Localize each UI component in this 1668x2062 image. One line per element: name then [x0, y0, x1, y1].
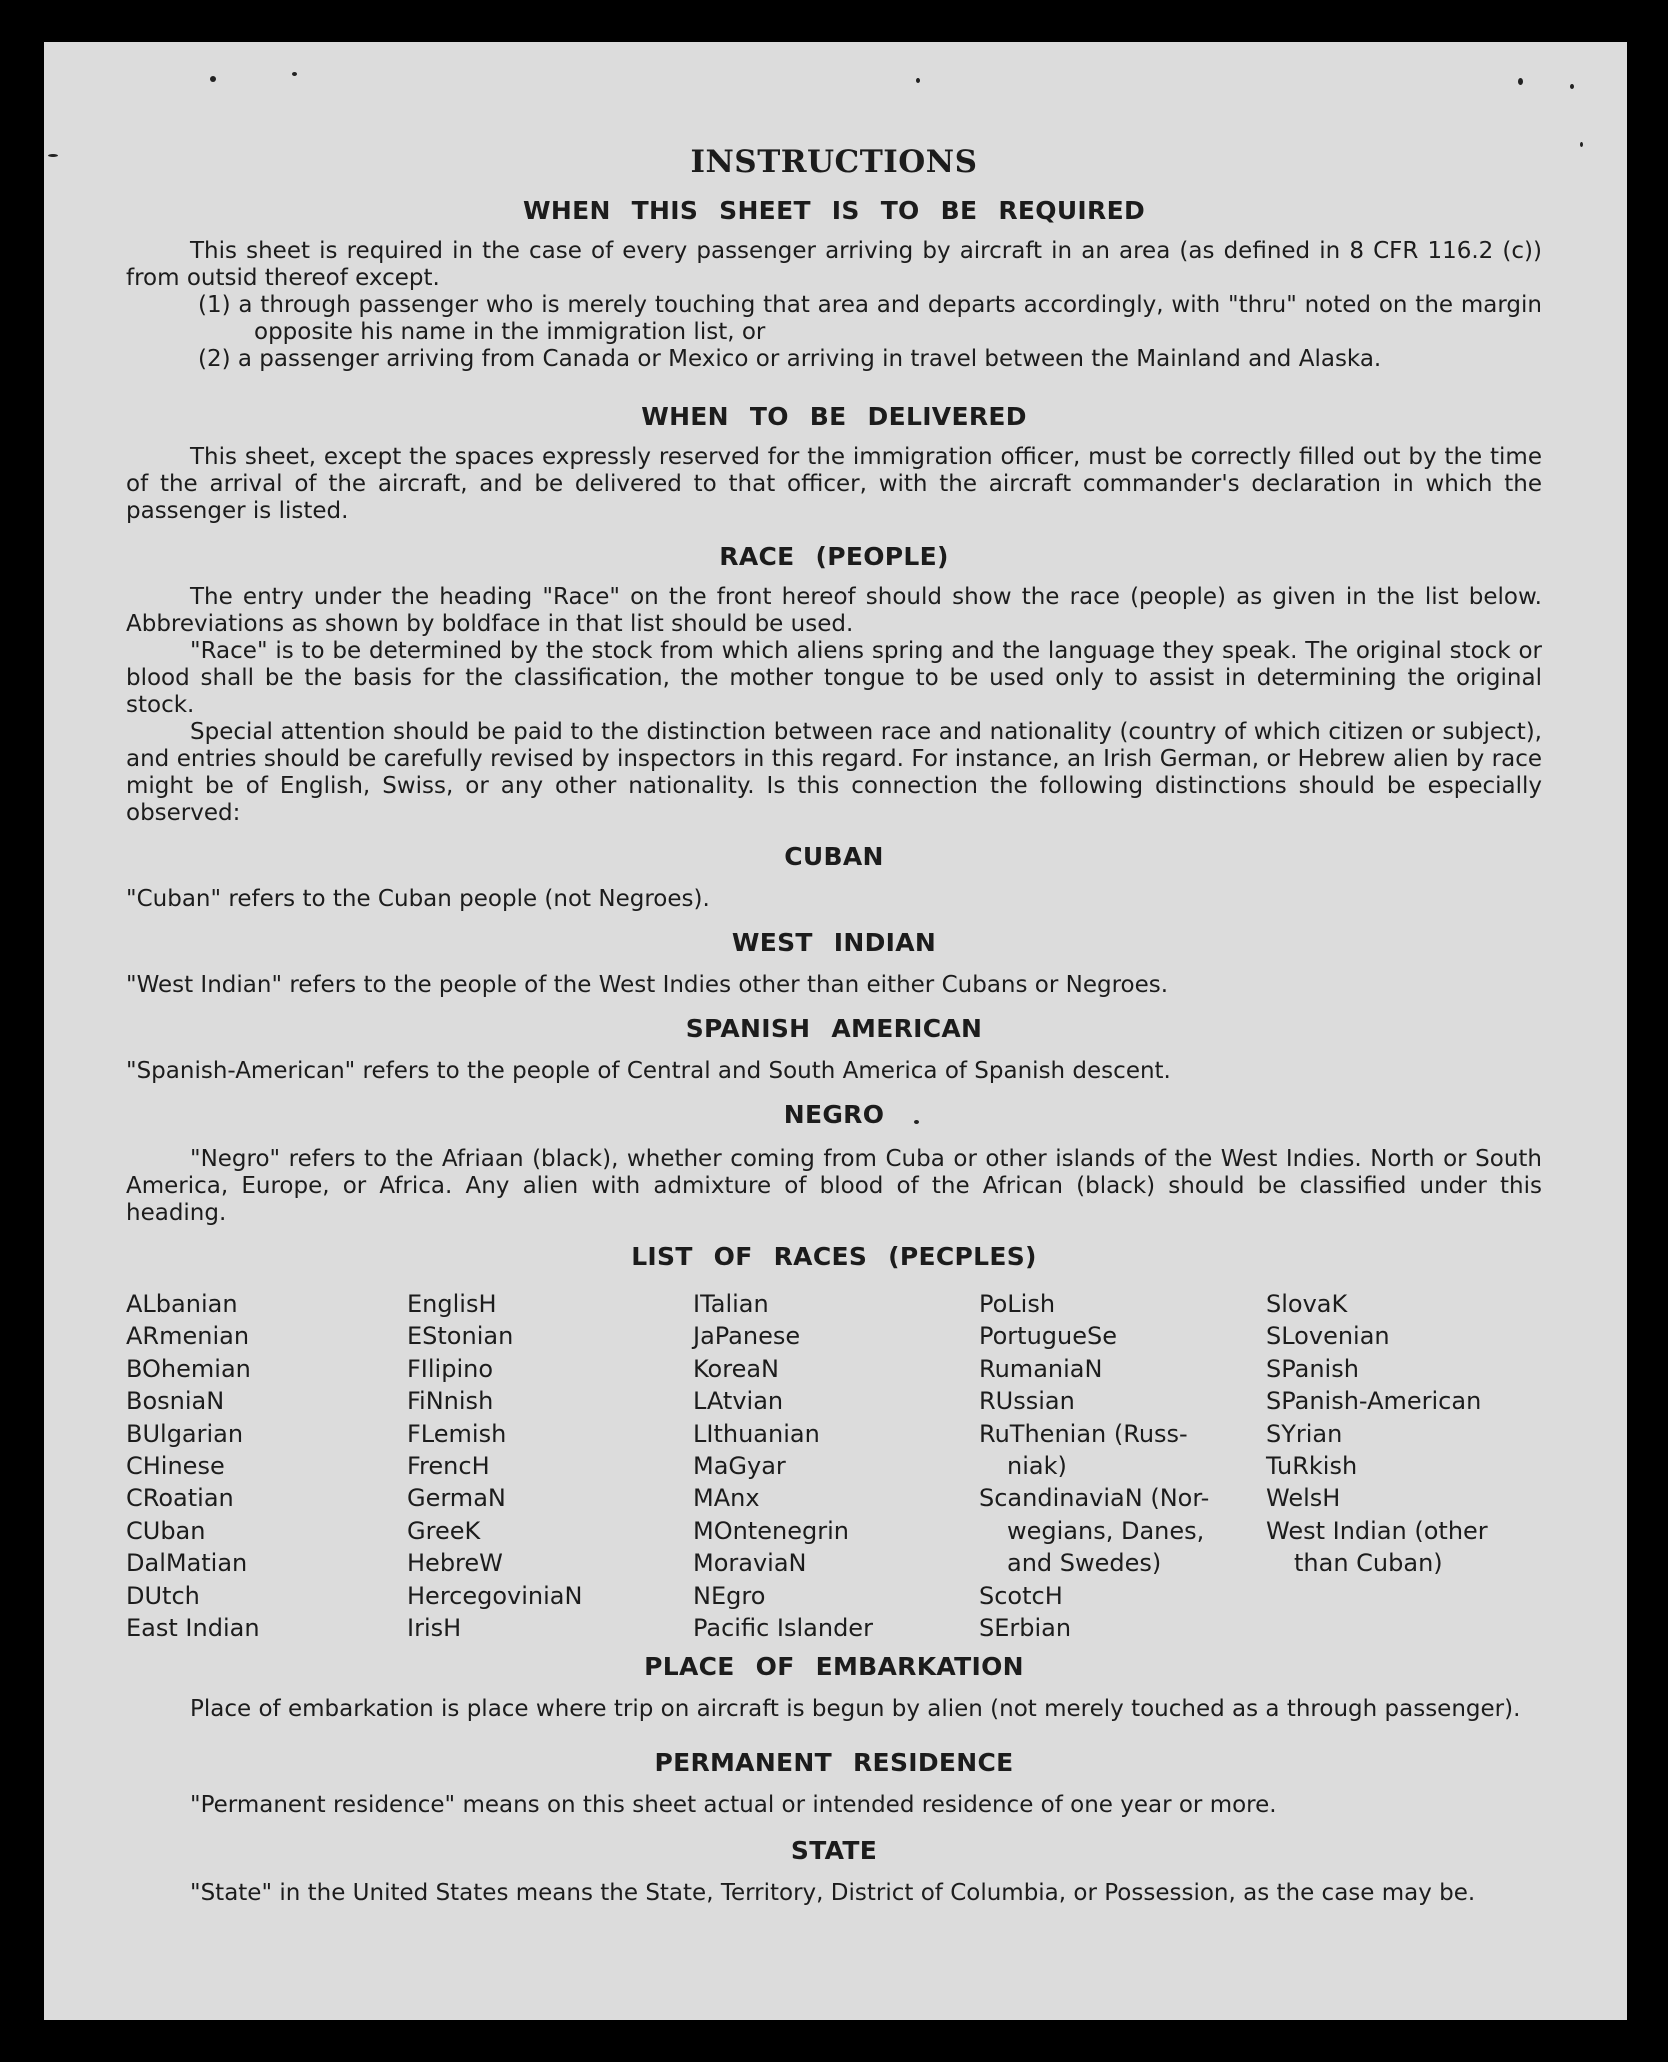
- race-entry: PortugueSe: [979, 1322, 1117, 1351]
- race-entry: BOhemian: [126, 1354, 251, 1383]
- race-entry: KoreaN: [693, 1354, 779, 1383]
- race-entry: ScotcH: [979, 1581, 1063, 1610]
- race-entry: West Indian (other: [1266, 1516, 1488, 1545]
- race-entry: ScandinaviaN (Nor-: [979, 1484, 1210, 1513]
- heading-list-of-races: LIST OF RACES (PECPLES): [631, 1242, 1037, 1271]
- race-entry: CRoatian: [126, 1484, 234, 1513]
- race-entry: ALbanian: [126, 1290, 238, 1318]
- race-entry: IrisH: [407, 1614, 462, 1643]
- race-entry: CHinese: [126, 1452, 225, 1481]
- race-entry: MaGyar: [693, 1452, 786, 1481]
- paragraph-permanent-residence: "Permanent residence" means on this sheet actual or intended residence of one year or more.: [190, 1792, 1277, 1818]
- races-column-4: [979, 1288, 1209, 1644]
- race-entry: BUlgarian: [126, 1419, 244, 1448]
- race-entry: LIthuanian: [693, 1419, 820, 1448]
- race-entry: ITalian: [693, 1290, 769, 1318]
- race-entry: RumaniaN: [979, 1354, 1103, 1383]
- race-paragraph-3: Special attention should be paid to the distinction between race and nationality (country of which citizen or subject), and entries should be carefully revised by inspectors in this regard. For instance, an Irish German, or Hebrew alien by race might be of English, Swiss, or any other nationality. Is this connection the following distinctions should be especially observed:: [126, 719, 1542, 826]
- paragraph-when-delivered: This sheet, except the spaces expressly reserved for the immigration officer, must be correctly filled out by the time of the arrival of the aircraft, and be delivered to that officer, with the aircraft commander's declaration in which the passenger is listed.: [126, 444, 1542, 524]
- race-entry: NEgro: [693, 1581, 766, 1610]
- scan-speck: [1580, 142, 1583, 147]
- heading-permanent-residence: PERMANENT RESIDENCE: [654, 1748, 1014, 1777]
- race-entry-continuation: wegians, Danes,: [1007, 1516, 1205, 1545]
- race-paragraph-2: "Race" is to be determined by the stock from which aliens spring and the language they speak. The original stock or blood shall be the basis for the classification, the mother tongue to be used only to assist in determining the original stock.: [126, 638, 1542, 718]
- heading-spanish-american: SPANISH AMERICAN: [685, 1014, 983, 1043]
- heading-race: RACE (PEOPLE): [719, 542, 949, 571]
- document-page: [44, 42, 1627, 2020]
- races-column-5: [1266, 1288, 1488, 1580]
- race-entry: ARmenian: [126, 1322, 250, 1351]
- paragraph-embarkation: Place of embarkation is place where trip on aircraft is begun by alien (not merely touched as a through passenger).: [190, 1696, 1521, 1722]
- paragraph-west-indian: "West Indian" refers to the people of the West Indies other than either Cubans or Negroes.: [126, 972, 1169, 998]
- race-entry: SlovaK: [1266, 1290, 1348, 1318]
- heading-state: STATE: [790, 1836, 878, 1865]
- paragraph-spanish-american: "Spanish-American" refers to the people of Central and South America of Spanish descent.: [126, 1058, 1171, 1084]
- race-entry: DalMatian: [126, 1549, 248, 1578]
- race-entry: RUssian: [979, 1387, 1075, 1416]
- heading-west-indian: WEST INDIAN: [731, 928, 937, 957]
- race-entry: DUtch: [126, 1581, 200, 1610]
- race-entry: CUban: [126, 1516, 206, 1545]
- races-list: [126, 1288, 1542, 1643]
- races-column-3: [693, 1288, 873, 1644]
- race-entry: BosniaN: [126, 1387, 225, 1416]
- when-required-item-2: (2) a passenger arriving from Canada or Mexico or arriving in travel between the Mainland and Alaska.: [198, 346, 1382, 372]
- race-entry: EnglisH: [407, 1290, 497, 1318]
- race-entry: SPanish: [1266, 1354, 1359, 1383]
- race-entry: GreeK: [407, 1516, 481, 1545]
- race-entry: TuRkish: [1266, 1452, 1358, 1481]
- race-entry-continuation: than Cuban): [1294, 1549, 1443, 1578]
- scan-speck: [48, 154, 58, 157]
- race-entry: MOntenegrin: [693, 1516, 849, 1545]
- race-entry: HercegoviniaN: [407, 1581, 583, 1610]
- race-entry: FIlipino: [407, 1354, 494, 1383]
- paragraph-state: "State" in the United States means the State, Territory, District of Columbia, or Possession, as the case may be.: [190, 1880, 1476, 1906]
- paragraph-cuban: "Cuban" refers to the Cuban people (not Negroes).: [126, 886, 710, 912]
- race-entry: FrencH: [407, 1452, 490, 1481]
- race-entry: HebreW: [407, 1549, 503, 1578]
- race-entry: SPanish-American: [1266, 1387, 1482, 1416]
- race-entry: LAtvian: [693, 1387, 784, 1416]
- heading-when-required: WHEN THIS SHEET IS TO BE REQUIRED: [522, 196, 1146, 225]
- race-entry: EStonian: [407, 1322, 514, 1351]
- race-paragraph-1: The entry under the heading "Race" on the front hereof should show the race (people) as given in the list below. Abbreviations as shown by boldface in that list should be used.: [126, 584, 1542, 637]
- page-title: INSTRUCTIONS: [690, 144, 978, 180]
- race-entry: MAnx: [693, 1484, 760, 1513]
- race-entry: SLovenian: [1266, 1322, 1390, 1351]
- race-entry: WelsH: [1266, 1484, 1341, 1513]
- races-column-1: [126, 1288, 260, 1644]
- race-entry: SYrian: [1266, 1419, 1343, 1448]
- paragraph-race: [126, 584, 1542, 827]
- scan-speck: [1570, 84, 1574, 89]
- heading-negro: NEGRO: [783, 1100, 885, 1129]
- race-entry: FiNnish: [407, 1387, 494, 1416]
- paragraph-negro: "Negro" refers to the Afriaan (black), whether coming from Cuba or other islands of the West Indies. North or South America, Europe, or Africa. Any alien with admixture of blood of the African (black) should be classified under this heading.: [126, 1146, 1542, 1226]
- race-entry: RuThenian (Russ-: [979, 1419, 1188, 1448]
- race-entry: PoLish: [979, 1290, 1056, 1318]
- race-entry: GermaN: [407, 1484, 506, 1513]
- race-entry: MoraviaN: [693, 1549, 807, 1578]
- race-entry: JaPanese: [693, 1322, 801, 1351]
- when-required-item-1: (1) a through passenger who is merely touching that area and departs accordingly, with "thru" noted on the margin opposite his name in the immigration list, or: [198, 292, 1542, 345]
- race-entry: SErbian: [979, 1614, 1072, 1643]
- race-entry-continuation: and Swedes): [1007, 1549, 1162, 1578]
- heading-when-delivered: WHEN TO BE DELIVERED: [641, 402, 1027, 431]
- race-entry: FLemish: [407, 1419, 507, 1448]
- race-entry: Pacific Islander: [693, 1614, 873, 1643]
- heading-embarkation: PLACE OF EMBARKATION: [644, 1652, 1024, 1681]
- race-entry-continuation: niak): [1007, 1452, 1067, 1481]
- race-entry: East Indian: [126, 1614, 260, 1643]
- races-column-2: [407, 1288, 582, 1644]
- paragraph-when-required: [126, 238, 1542, 373]
- when-required-intro: This sheet is required in the case of every passenger arriving by aircraft in an area (as defined in 8 CFR 116.2 (c)) from outsid thereof except.: [126, 238, 1542, 291]
- heading-cuban: CUBAN: [784, 842, 884, 871]
